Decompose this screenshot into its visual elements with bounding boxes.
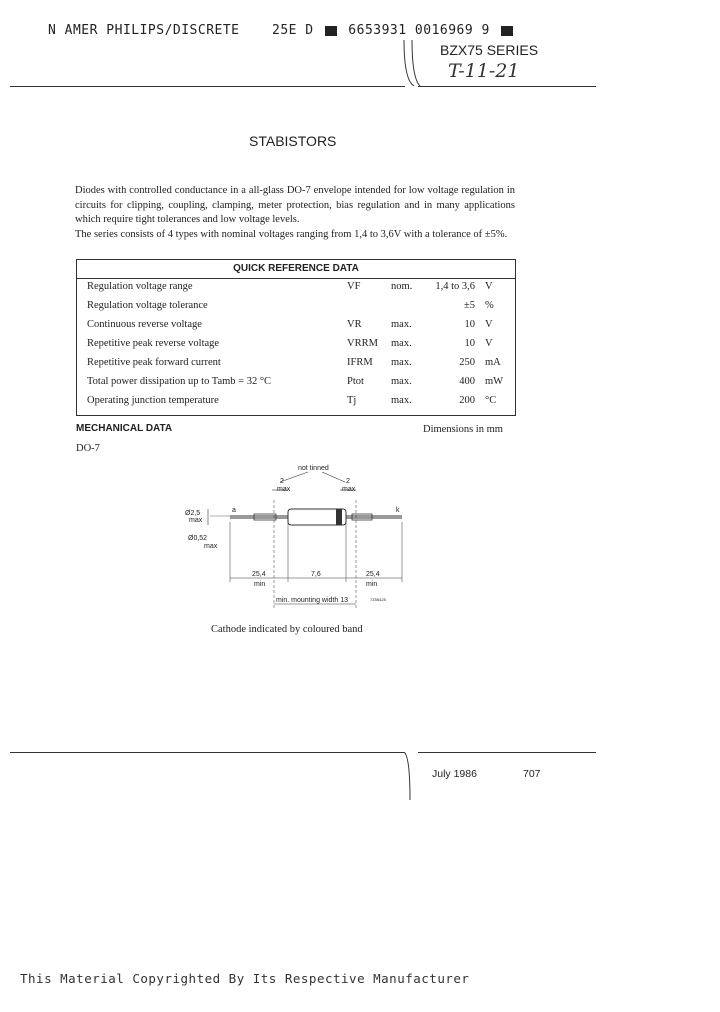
- max-label: max: [204, 543, 218, 550]
- dimensions-note: Dimensions in mm: [423, 424, 503, 435]
- handwritten-note: T-11-21: [448, 60, 520, 82]
- row-unit: V: [485, 338, 493, 349]
- body-diameter: Ø2,5: [185, 510, 201, 517]
- row-unit: %: [485, 300, 494, 311]
- row-value: ±5: [463, 300, 475, 311]
- footer-rule: [10, 752, 405, 753]
- row-unit: mW: [485, 376, 504, 387]
- series-title: BZX75 SERIES: [440, 42, 539, 58]
- row-label: Continuous reverse voltage: [87, 319, 202, 330]
- code-prefix: 25E D: [272, 23, 314, 38]
- header-rule: [10, 86, 405, 87]
- row-symbol: Tj: [347, 395, 357, 406]
- description-paragraph: Diodes with controlled conductance in a all-glass DO-7 envelope intended for low voltage regulation in circuits for clipping, coupling, clamping, meter protection, bias regulation and in many applications which require tight tolerances and low voltage levels.: [75, 185, 515, 225]
- row-value: 250: [459, 357, 475, 368]
- row-value: 10: [464, 319, 475, 330]
- max-label: max: [342, 486, 356, 493]
- figure-code: 7Z56425: [370, 597, 386, 602]
- lead-length-left: 25,4: [252, 571, 266, 578]
- not-tinned-label: not tinned: [298, 465, 329, 472]
- company-header: N AMER PHILIPS/DISCRETE: [48, 23, 240, 38]
- page-title: STABISTORS: [249, 133, 337, 149]
- lead-diameter: Ø0,52: [188, 535, 208, 542]
- row-label: Repetitive peak forward current: [87, 357, 221, 368]
- row-unit: V: [485, 319, 493, 330]
- row-value: 10: [464, 338, 475, 349]
- row-unit: °C: [485, 395, 497, 406]
- lead-length-right: 25,4: [366, 571, 380, 578]
- row-value: 1,4 to 3,6: [435, 281, 475, 292]
- table-row: [77, 357, 515, 376]
- row-label: Operating junction temperature: [87, 395, 219, 406]
- min-label: min: [254, 581, 266, 588]
- table-row: [77, 300, 515, 319]
- description: [75, 184, 515, 242]
- row-qualifier: max.: [391, 395, 412, 406]
- row-label: Regulation voltage tolerance: [87, 300, 208, 311]
- table-row: [77, 281, 515, 300]
- row-qualifier: max.: [391, 319, 412, 330]
- row-qualifier: nom.: [391, 281, 413, 292]
- footer-date: July 1986: [432, 768, 477, 780]
- footer-rule-right: [418, 752, 596, 753]
- table-row: [77, 376, 515, 395]
- row-qualifier: max.: [391, 357, 412, 368]
- mounting-width: min. mounting width 13: [276, 597, 348, 604]
- row-label: Repetitive peak reverse voltage: [87, 338, 220, 349]
- row-symbol: VRRM: [347, 338, 378, 349]
- footer-bracket: [400, 752, 424, 802]
- table-row: [77, 395, 515, 414]
- description-paragraph: The series consists of 4 types with nominal voltages ranging from 1,4 to 3,6V with a tolerance of ±5%.: [75, 228, 508, 240]
- quick-reference-table: [76, 259, 516, 416]
- row-value: 200: [459, 395, 475, 406]
- row-value: 400: [459, 376, 475, 387]
- row-symbol: VF: [347, 281, 361, 292]
- document-code: [272, 23, 516, 38]
- package-label: DO-7: [76, 443, 100, 454]
- table-heading: QUICK REFERENCE DATA: [77, 260, 515, 279]
- body-length: 7,6: [311, 571, 321, 578]
- row-label: Total power dissipation up to Tamb = 32 °C: [87, 376, 272, 387]
- dim-2-left: 2: [280, 478, 284, 485]
- redaction-block: [325, 26, 337, 36]
- table-row: [77, 319, 515, 338]
- row-qualifier: max.: [391, 338, 412, 349]
- copyright-notice: This Material Copyrighted By Its Respective Manufacturer: [20, 971, 470, 986]
- cathode-label: k: [396, 507, 400, 514]
- row-label: Regulation voltage range: [87, 281, 193, 292]
- row-qualifier: max.: [391, 376, 412, 387]
- max-label: max: [277, 486, 291, 493]
- max-label: max: [189, 517, 203, 524]
- min-label: min: [366, 581, 378, 588]
- row-unit: mA: [485, 357, 501, 368]
- page-number: 707: [523, 768, 541, 780]
- redaction-block: [501, 26, 513, 36]
- row-symbol: VR: [347, 319, 362, 330]
- row-symbol: Ptot: [347, 376, 364, 387]
- anode-label: a: [232, 507, 236, 514]
- do7-outline-drawing: [180, 460, 410, 610]
- header-bracket: [400, 40, 424, 90]
- row-unit: V: [485, 281, 493, 292]
- cathode-band: [336, 509, 342, 525]
- header-rule-right: [418, 86, 596, 87]
- figure-caption: Cathode indicated by coloured band: [211, 624, 363, 635]
- dim-2-right: 2: [346, 478, 350, 485]
- row-symbol: IFRM: [347, 357, 373, 368]
- table-row: [77, 338, 515, 357]
- mechanical-heading: MECHANICAL DATA: [76, 423, 173, 434]
- code-number: 6653931 0016969 9: [348, 23, 490, 38]
